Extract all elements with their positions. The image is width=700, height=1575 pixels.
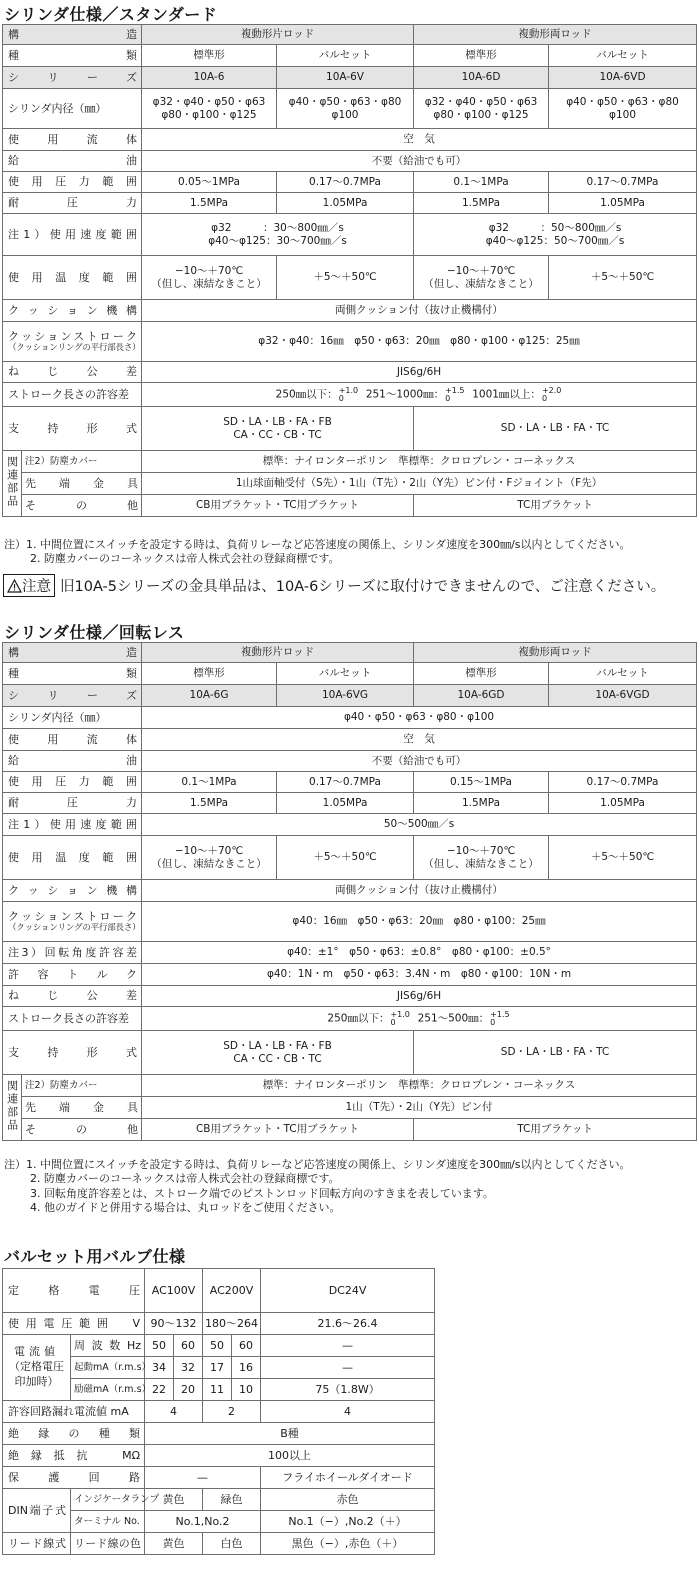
mount-single (142, 407, 414, 451)
note-line: 4. 他のガイドと併用する場合は、丸ロッドをご使用ください。 (30, 1200, 341, 1214)
label-insulation-class: 絶縁の種類 (3, 1423, 145, 1445)
label-stroke-tol: ストローク長さの許容差 (3, 383, 142, 407)
label-series: シリーズ (3, 685, 142, 707)
label-pressure: 使用圧力範囲 (3, 172, 142, 193)
label-proof: 耐圧力 (3, 793, 142, 814)
note-line: 2. 防塵カバーのコーネックスは帝人株式会社の登録商標です。 (30, 552, 340, 566)
label-other: その他 (22, 1119, 142, 1141)
header-dc24: DC24V (261, 1269, 435, 1313)
cushion-stroke-title: クッションストローク (8, 909, 137, 923)
note-line: 注）1. 中間位置にスイッチを設定する時は、負荷リレーなど応答速度の関係上、シリンダ速度を300㎜/s以内としてください。 (4, 1158, 631, 1171)
tol-upper: +1.0 (338, 385, 359, 395)
label-bore: シリンダ内径（㎜） (3, 707, 142, 729)
label-terminal: ターミナル No. (71, 1511, 145, 1533)
hold-cell: 10 (232, 1379, 261, 1401)
series-cell: 10A-6G (142, 685, 277, 707)
freq-cell: 50 (203, 1335, 232, 1357)
mount-double: SD・LA・LB・FA・TC (414, 1031, 697, 1075)
label-cover: 注2）防塵カバー (22, 451, 142, 473)
label-hold-current: 励磁mA（r.m.s） (71, 1379, 145, 1401)
label-protection: 保護回路 (3, 1467, 145, 1489)
label-speed: 注1）使用速度範囲 (3, 214, 142, 256)
label-insulation-resistance: 絶縁抵抗 MΩ (3, 1445, 145, 1467)
indicator-dc24: 赤色 (261, 1489, 435, 1511)
other-double: TC用ブラケット (414, 1119, 697, 1141)
label-tip: 先端金具 (22, 1097, 142, 1119)
hold-cell: 20 (174, 1379, 203, 1401)
bore-cell (142, 89, 277, 129)
kind-standard: 標準形 (414, 663, 549, 685)
label-din: DIN端子式 (3, 1489, 71, 1533)
mount-single (142, 1031, 414, 1075)
temp-cell (414, 256, 549, 300)
tol-fraction (390, 1011, 409, 1026)
series-cell: 10A-6D (414, 67, 549, 89)
temp-cell: ＋5～＋50℃ (277, 256, 414, 300)
temp-line: −10～＋70℃ (446, 844, 516, 857)
label-oil: 給油 (3, 151, 142, 172)
pressure-cell: 0.05～1MPa (142, 172, 277, 193)
cushion-stroke-value: φ40：16㎜ φ50・φ63：20㎜ φ80・φ100：25㎜ (142, 902, 697, 942)
start-cell: 16 (232, 1357, 261, 1379)
proof-cell: 1.05MPa (549, 193, 697, 214)
section-title-valve: バルセット用バルブ仕様 (4, 1247, 186, 1266)
start-dc-cell: — (261, 1357, 435, 1379)
mount-line: CA・CC・CB・TC (233, 428, 322, 441)
bore-line: φ100 (331, 108, 359, 121)
related-text: 関連部品 (5, 1079, 19, 1132)
vrange-cell: 21.6～26.4 (261, 1313, 435, 1335)
leak-cell: 2 (203, 1401, 261, 1423)
pressure-cell: 0.17～0.7MPa (549, 772, 697, 793)
label-rated-voltage: 定格電圧 (3, 1269, 145, 1313)
freq-cell: 60 (232, 1335, 261, 1357)
tip-value: 1山（T先）・2山（Y先）ピン付 (142, 1097, 697, 1119)
speed-single (142, 214, 414, 256)
label-tip: 先端金具 (22, 473, 142, 495)
label-fluid: 使用流体 (3, 129, 142, 151)
label-fluid: 使用流体 (3, 729, 142, 751)
tol-lower: 0 (490, 1017, 496, 1027)
proof-cell: 1.5MPa (414, 193, 549, 214)
leak-cell: 4 (261, 1401, 435, 1423)
cushion-stroke-sub: （クッションリングの平行部長さ） (8, 343, 141, 354)
current-line: 印加時） (14, 1374, 59, 1388)
pressure-cell: 0.1～1MPa (142, 772, 277, 793)
tip-value: 1山球面軸受付（S先）・1山（T先）・2山（Y先）ピン付・Fジョイント（F先） (142, 473, 697, 495)
label-stroke-tol: ストローク長さの許容差 (3, 1007, 142, 1031)
series-cell: 10A-6VGD (549, 685, 697, 707)
speed-line: φ40～φ125：50～700㎜／s (485, 234, 625, 247)
label-structure: 構造 (3, 643, 142, 663)
rotation-value: φ40：±1° φ50・φ63：±0.8° φ80・φ100：±0.5° (142, 942, 697, 964)
pressure-cell: 0.15～1MPa (414, 772, 549, 793)
bore-line: φ40・φ50・φ63・φ80 (566, 95, 679, 108)
valve-spec-table (2, 1268, 435, 1555)
temp-line: （但し、凍結なきこと） (151, 277, 267, 290)
indicator-ac200: 緑色 (203, 1489, 261, 1511)
stroke-tol-value (142, 1007, 697, 1031)
proof-cell: 1.05MPa (549, 793, 697, 814)
freq-dc-cell: — (261, 1335, 435, 1357)
label-cover: 注2）防塵カバー (22, 1075, 142, 1097)
indicator-ac100: 黄色 (145, 1489, 203, 1511)
notes-nonrotating (4, 1158, 631, 1215)
lead-ac200: 白色 (203, 1533, 261, 1555)
terminal-dc: No.1（−）,No.2（＋） (261, 1511, 435, 1533)
label-indicator: インジケータランプ (71, 1489, 145, 1511)
protection-ac: — (145, 1467, 261, 1489)
tol-fraction (445, 387, 464, 402)
related-text: 関連部品 (5, 455, 19, 508)
bore-line: φ100 (609, 108, 636, 121)
label-temp: 使用温度範囲 (3, 836, 142, 880)
hold-dc-cell: 75（1.8W） (261, 1379, 435, 1401)
label-voltage-range: 使用電圧範囲 V (3, 1313, 145, 1335)
tol-range: 251～1000㎜： (365, 388, 445, 401)
temp-line: −10～＋70℃ (174, 844, 244, 857)
tol-lower: 0 (390, 1017, 396, 1027)
caution-text: 旧10A-5シリーズの金具単品は、10A-6シリーズに取付けできませんので、ご注意ください。 (60, 579, 666, 595)
proof-cell: 1.5MPa (142, 193, 277, 214)
tol-range: 1001㎜以上： (472, 388, 541, 401)
label-leak-current: 許容回路漏れ電流値 mA (3, 1401, 145, 1423)
note-line: 3. 回転角度許容差とは、ストローク端でのピストンロッド回転方向のすきまを表しています。 (30, 1186, 494, 1200)
thread-value: JIS6g/6H (142, 362, 697, 383)
stroke-tol-value (142, 383, 697, 407)
mount-line: CA・CC・CB・TC (233, 1052, 322, 1065)
label-other: その他 (22, 495, 142, 517)
tol-upper: +1.0 (390, 1009, 410, 1019)
other-single: CB用ブラケット・TC用ブラケット (142, 495, 414, 517)
bore-line: φ40・φ50・φ63・φ80 (288, 95, 402, 108)
label-frequency: 周波数Hz (71, 1335, 145, 1357)
tol-fraction (542, 387, 561, 402)
tol-upper: +1.5 (445, 385, 465, 395)
cushion-stroke-title: クッションストローク (8, 329, 137, 343)
note-line: 2. 防塵カバーのコーネックスは帝人株式会社の登録商標です。 (30, 1172, 340, 1186)
kind-valveset: バルセット (549, 663, 697, 685)
kind-standard: 標準形 (142, 45, 277, 67)
notes-standard (4, 538, 631, 567)
tol-range: 251～500㎜： (417, 1012, 490, 1025)
temp-cell (414, 836, 549, 880)
temp-line: （但し、凍結なきこと） (423, 857, 539, 870)
pressure-cell: 0.17～0.7MPa (277, 772, 414, 793)
label-bore: シリンダ内径（㎜） (3, 89, 142, 129)
kind-valveset: バルセット (549, 45, 697, 67)
tol-upper: +2.0 (541, 385, 562, 395)
header-double-rod: 複動形両ロッド (414, 643, 697, 663)
tol-lower: 0 (338, 393, 344, 403)
temp-line: （但し、凍結なきこと） (423, 277, 539, 290)
series-cell: 10A-6VG (277, 685, 414, 707)
header-single-rod: 複動形片ロッド (142, 25, 414, 45)
label-temp: 使用温度範囲 (3, 256, 142, 300)
speed-double (414, 214, 697, 256)
warning-icon (7, 579, 22, 593)
cushion-stroke-sub: （クッションリングの平行部長さ） (8, 923, 141, 934)
label-thread: ねじ公差 (3, 986, 142, 1007)
cushion-stroke-value: φ32・φ40：16㎜ φ50・φ63：20㎜ φ80・φ100・φ125：25㎜ (142, 322, 697, 362)
current-line: 電流値 (14, 1345, 59, 1359)
freq-cell: 50 (145, 1335, 174, 1357)
header-single-rod: 複動形片ロッド (142, 643, 414, 663)
caution-banner (3, 574, 665, 597)
bore-value: φ40・φ50・φ63・φ80・φ100 (142, 707, 697, 729)
speed-line: φ32 ：50～800㎜／s (488, 221, 622, 234)
caution-label: 注意 (22, 579, 51, 595)
temp-line: −10～＋70℃ (174, 264, 244, 277)
start-cell: 32 (174, 1357, 203, 1379)
proof-cell: 1.5MPa (414, 793, 549, 814)
caution-box (3, 574, 55, 597)
bore-cell (549, 89, 697, 129)
terminal-ac: No.1,No.2 (145, 1511, 261, 1533)
thread-value: JIS6g/6H (142, 986, 697, 1007)
oil-value: 不要（給油でも可） (142, 751, 697, 772)
insulation-class-value: B種 (145, 1423, 435, 1445)
bore-line: φ80・φ100・φ125 (161, 108, 257, 121)
label-mount: 支持形式 (3, 407, 142, 451)
header-ac200: AC200V (203, 1269, 261, 1313)
other-double: TC用ブラケット (414, 495, 697, 517)
hold-cell: 11 (203, 1379, 232, 1401)
other-single: CB用ブラケット・TC用ブラケット (142, 1119, 414, 1141)
label-proof: 耐圧力 (3, 193, 142, 214)
label-lead-color: リード線の色 (71, 1533, 145, 1555)
label-speed: 注1）使用速度範囲 (3, 814, 142, 836)
kind-valveset: バルセット (277, 663, 414, 685)
label-pressure: 使用圧力範囲 (3, 772, 142, 793)
lead-dc24: 黒色（−）,赤色（＋） (261, 1533, 435, 1555)
tol-fraction (339, 387, 358, 402)
start-cell: 17 (203, 1357, 232, 1379)
spec-table-nonrotating (2, 642, 697, 1141)
bore-line: φ32・φ40・φ50・φ63 (424, 95, 538, 108)
speed-line: φ32 ：30～800㎜／s (211, 221, 344, 234)
cover-value: 標準：ナイロンターポリン 準標準：クロロプレン・コーネックス (142, 451, 697, 473)
temp-cell (142, 836, 277, 880)
label-torque: 許容トルク (3, 964, 142, 986)
mount-double: SD・LA・LB・FA・TC (414, 407, 697, 451)
label-oil: 給油 (3, 751, 142, 772)
label-related (3, 1075, 22, 1141)
protection-dc: フライホイールダイオード (261, 1467, 435, 1489)
series-cell: 10A-6GD (414, 685, 549, 707)
series-cell: 10A-6VD (549, 67, 697, 89)
pressure-cell: 0.17～0.7MPa (549, 172, 697, 193)
start-cell: 34 (145, 1357, 174, 1379)
pressure-cell: 0.1～1MPa (414, 172, 549, 193)
current-line: （定格電圧 (9, 1360, 64, 1374)
freq-cell: 60 (174, 1335, 203, 1357)
label-start-current: 起動mA（r.m.s） (71, 1357, 145, 1379)
label-cushion: クッション機構 (3, 880, 142, 902)
mount-line: SD・LA・LB・FA・FB (223, 415, 332, 428)
label-structure: 構造 (3, 25, 142, 45)
proof-cell: 1.05MPa (277, 193, 414, 214)
series-cell: 10A-6V (277, 67, 414, 89)
label-rotation: 注3）回転角度許容差 (3, 942, 142, 964)
label-series: シリーズ (3, 67, 142, 89)
tol-lower: 0 (445, 393, 451, 403)
tol-range: 250㎜以下： (327, 1012, 390, 1025)
header-ac100: AC100V (145, 1269, 203, 1313)
bore-line: φ32・φ40・φ50・φ63 (152, 95, 266, 108)
label-cushion-stroke (3, 902, 142, 942)
proof-cell: 1.05MPa (277, 793, 414, 814)
vrange-cell: 180～264 (203, 1313, 261, 1335)
label-kind: 種類 (3, 45, 142, 67)
hold-cell: 22 (145, 1379, 174, 1401)
oil-value: 不要（給油でも可） (142, 151, 697, 172)
kind-standard: 標準形 (414, 45, 549, 67)
section-title-nonrotating: シリンダ仕様／回転レス (4, 623, 185, 642)
section-title-standard: シリンダ仕様／スタンダード (4, 5, 218, 24)
proof-cell: 1.5MPa (142, 793, 277, 814)
bore-cell (277, 89, 414, 129)
label-cushion: クッション機構 (3, 300, 142, 322)
spec-table-standard (2, 24, 697, 517)
header-double-rod: 複動形両ロッド (414, 25, 697, 45)
tol-range: 250㎜以下： (275, 388, 338, 401)
temp-line: （但し、凍結なきこと） (151, 857, 267, 870)
label-current (3, 1335, 71, 1401)
note-line: 注）1. 中間位置にスイッチを設定する時は、負荷リレーなど応答速度の関係上、シリンダ速度を300㎜/s以内としてください。 (4, 538, 631, 551)
cushion-value: 両側クッション付（抜け止機構付） (142, 300, 697, 322)
label-cushion-stroke (3, 322, 142, 362)
vrange-cell: 90～132 (145, 1313, 203, 1335)
temp-cell: ＋5～＋50℃ (277, 836, 414, 880)
label-thread: ねじ公差 (3, 362, 142, 383)
temp-cell: ＋5～＋50℃ (549, 836, 697, 880)
speed-line: φ40～φ125：30～700㎜／s (208, 234, 347, 247)
tol-lower: 0 (541, 393, 548, 403)
kind-valveset: バルセット (277, 45, 414, 67)
leak-cell: 4 (145, 1401, 203, 1423)
torque-value: φ40：1N・m φ50・φ63：3.4N・m φ80・φ100：10N・m (142, 964, 697, 986)
cover-value: 標準：ナイロンターポリン 準標準：クロロプレン・コーネックス (142, 1075, 697, 1097)
fluid-value: 空 気 (142, 729, 697, 751)
insulation-resistance-value: 100以上 (145, 1445, 435, 1467)
tol-fraction (490, 1011, 509, 1026)
temp-line: −10～＋70℃ (446, 264, 516, 277)
cushion-value: 両側クッション付（抜け止機構付） (142, 880, 697, 902)
tol-upper: +1.5 (490, 1009, 510, 1019)
pressure-cell: 0.17～0.7MPa (277, 172, 414, 193)
temp-cell (142, 256, 277, 300)
lead-ac100: 黄色 (145, 1533, 203, 1555)
series-cell: 10A-6 (142, 67, 277, 89)
mount-line: SD・LA・LB・FA・FB (223, 1039, 332, 1052)
label-lead: リード線式 (3, 1533, 71, 1555)
label-mount: 支持形式 (3, 1031, 142, 1075)
speed-value: 50～500㎜／s (142, 814, 697, 836)
temp-cell: ＋5～＋50℃ (549, 256, 697, 300)
bore-line: φ80・φ100・φ125 (433, 108, 529, 121)
label-kind: 種類 (3, 663, 142, 685)
bore-cell (414, 89, 549, 129)
kind-standard: 標準形 (142, 663, 277, 685)
fluid-value: 空 気 (142, 129, 697, 151)
label-related (3, 451, 22, 517)
